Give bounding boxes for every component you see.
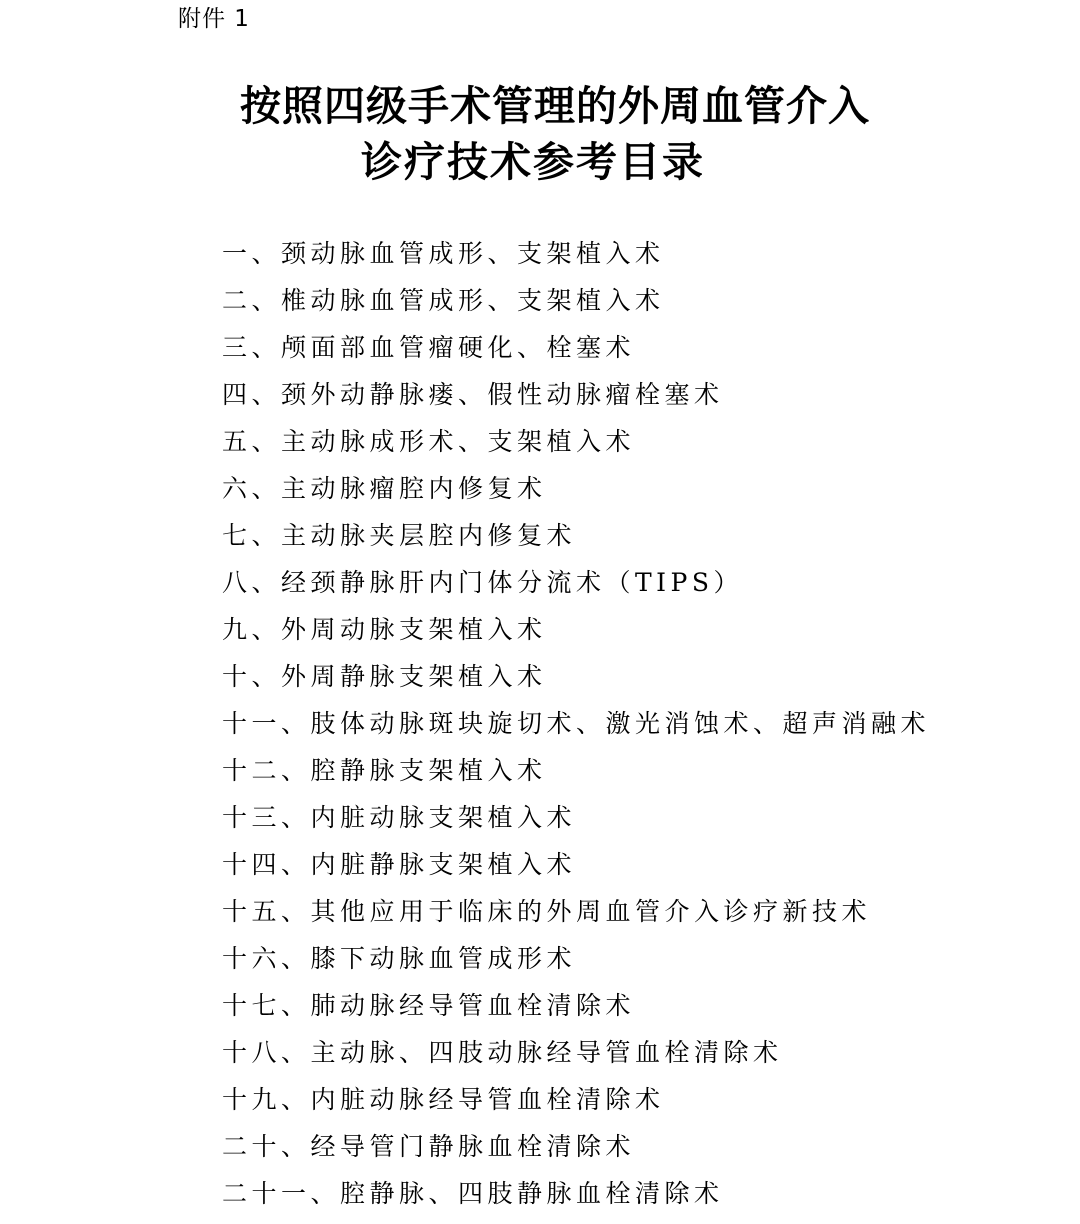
list-item: 十一、肢体动脉斑块旋切术、激光消蚀术、超声消融术 xyxy=(222,709,931,738)
attachment-label: 附件 1 xyxy=(178,6,250,32)
list-item: 二、椎动脉血管成形、支架植入术 xyxy=(222,286,665,315)
document-title xyxy=(0,78,1080,190)
list-item: 四、颈外动静脉瘘、假性动脉瘤栓塞术 xyxy=(222,380,724,409)
list-item: 十七、肺动脉经导管血栓清除术 xyxy=(222,991,636,1020)
title-line-2: 诊疗技术参考目录 xyxy=(361,138,705,186)
list-item: 九、外周动脉支架植入术 xyxy=(222,615,547,644)
list-item: 八、经颈静脉肝内门体分流术（TIPS） xyxy=(222,568,743,597)
list-item: 十五、其他应用于临床的外周血管介入诊疗新技术 xyxy=(222,897,872,926)
list-item: 十八、主动脉、四肢动脉经导管血栓清除术 xyxy=(222,1038,783,1067)
list-item: 六、主动脉瘤腔内修复术 xyxy=(222,474,547,503)
list-item: 二十一、腔静脉、四肢静脉血栓清除术 xyxy=(222,1179,724,1208)
list-item: 七、主动脉夹层腔内修复术 xyxy=(222,521,577,550)
list-item: 五、主动脉成形术、支架植入术 xyxy=(222,427,636,456)
list-item: 一、颈动脉血管成形、支架植入术 xyxy=(222,239,665,268)
list-item: 十四、内脏静脉支架植入术 xyxy=(222,850,577,879)
list-item: 十二、腔静脉支架植入术 xyxy=(222,756,547,785)
list-item: 三、颅面部血管瘤硬化、栓塞术 xyxy=(222,333,636,362)
list-item: 十、外周静脉支架植入术 xyxy=(222,662,547,691)
title-line-1: 按照四级手术管理的外周血管介入 xyxy=(240,82,870,130)
list-item: 十九、内脏动脉经导管血栓清除术 xyxy=(222,1085,665,1114)
list-item: 二十、经导管门静脉血栓清除术 xyxy=(222,1132,636,1161)
technique-catalog-list xyxy=(222,230,930,1217)
list-item: 十六、膝下动脉血管成形术 xyxy=(222,944,577,973)
list-item: 十三、内脏动脉支架植入术 xyxy=(222,803,577,832)
